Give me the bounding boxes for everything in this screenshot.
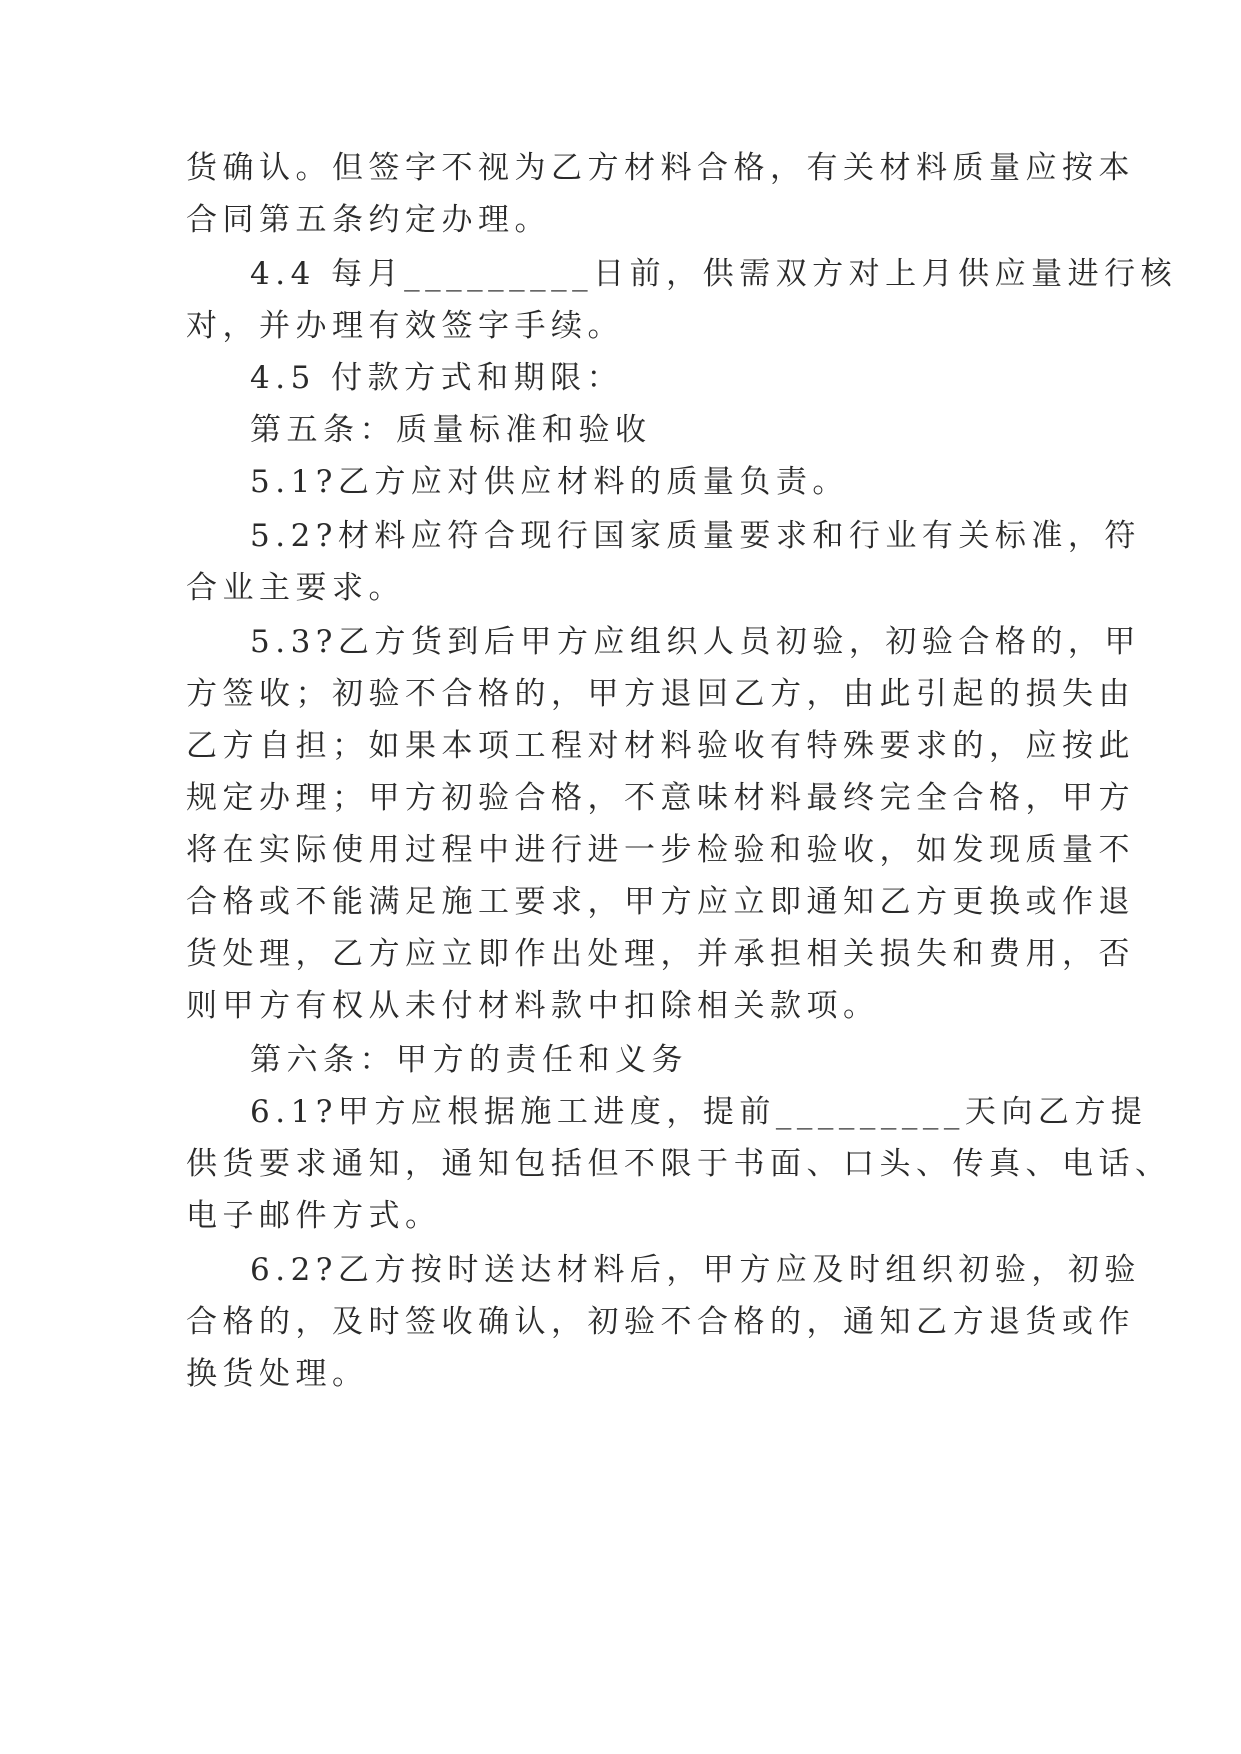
text-line: 合格的，及时签收确认，初验不合格的，通知乙方退货或作 bbox=[186, 1304, 1135, 1340]
text-line: 规定办理；甲方初验合格，不意味材料最终完全合格，甲方 bbox=[186, 780, 1135, 816]
text-line: 6.1?甲方应根据施工进度，提前_________天向乙方提 bbox=[250, 1094, 1148, 1130]
text-line: 货确认。但签字不视为乙方材料合格，有关材料质量应按本 bbox=[186, 150, 1135, 186]
text-line: 5.1?乙方应对供应材料的质量负责。 bbox=[250, 464, 849, 500]
text-line: 货处理，乙方应立即作出处理，并承担相关损失和费用，否 bbox=[186, 936, 1135, 972]
text-line: 电子邮件方式。 bbox=[186, 1198, 442, 1234]
text-line: 5.2?材料应符合现行国家质量要求和行业有关标准，符 bbox=[250, 518, 1141, 554]
text-line: 合格或不能满足施工要求，甲方应立即通知乙方更换或作退 bbox=[186, 884, 1135, 920]
text-line: 4.4 每月_________日前，供需双方对上月供应量进行核 bbox=[250, 256, 1178, 292]
text-line: 乙方自担；如果本项工程对材料验收有特殊要求的，应按此 bbox=[186, 728, 1135, 764]
text-line: 方签收；初验不合格的，甲方退回乙方，由此引起的损失由 bbox=[186, 676, 1135, 712]
text-line: 5.3?乙方货到后甲方应组织人员初验，初验合格的，甲 bbox=[250, 624, 1141, 660]
section-heading: 第六条：甲方的责任和义务 bbox=[250, 1042, 688, 1078]
text-line: 将在实际使用过程中进行进一步检验和验收，如发现质量不 bbox=[186, 832, 1135, 868]
text-line: 换货处理。 bbox=[186, 1356, 369, 1392]
text-line: 4.5 付款方式和期限： bbox=[250, 360, 624, 396]
text-line: 对，并办理有效签字手续。 bbox=[186, 308, 624, 344]
section-heading: 第五条：质量标准和验收 bbox=[250, 412, 652, 448]
text-line: 则甲方有权从未付材料款中扣除相关款项。 bbox=[186, 988, 880, 1024]
text-line: 合同第五条约定办理。 bbox=[186, 202, 551, 238]
text-line: 合业主要求。 bbox=[186, 570, 405, 606]
text-line: 供货要求通知，通知包括但不限于书面、口头、传真、电话、 bbox=[186, 1146, 1172, 1182]
text-line: 6.2?乙方按时送达材料后，甲方应及时组织初验，初验 bbox=[250, 1252, 1141, 1288]
